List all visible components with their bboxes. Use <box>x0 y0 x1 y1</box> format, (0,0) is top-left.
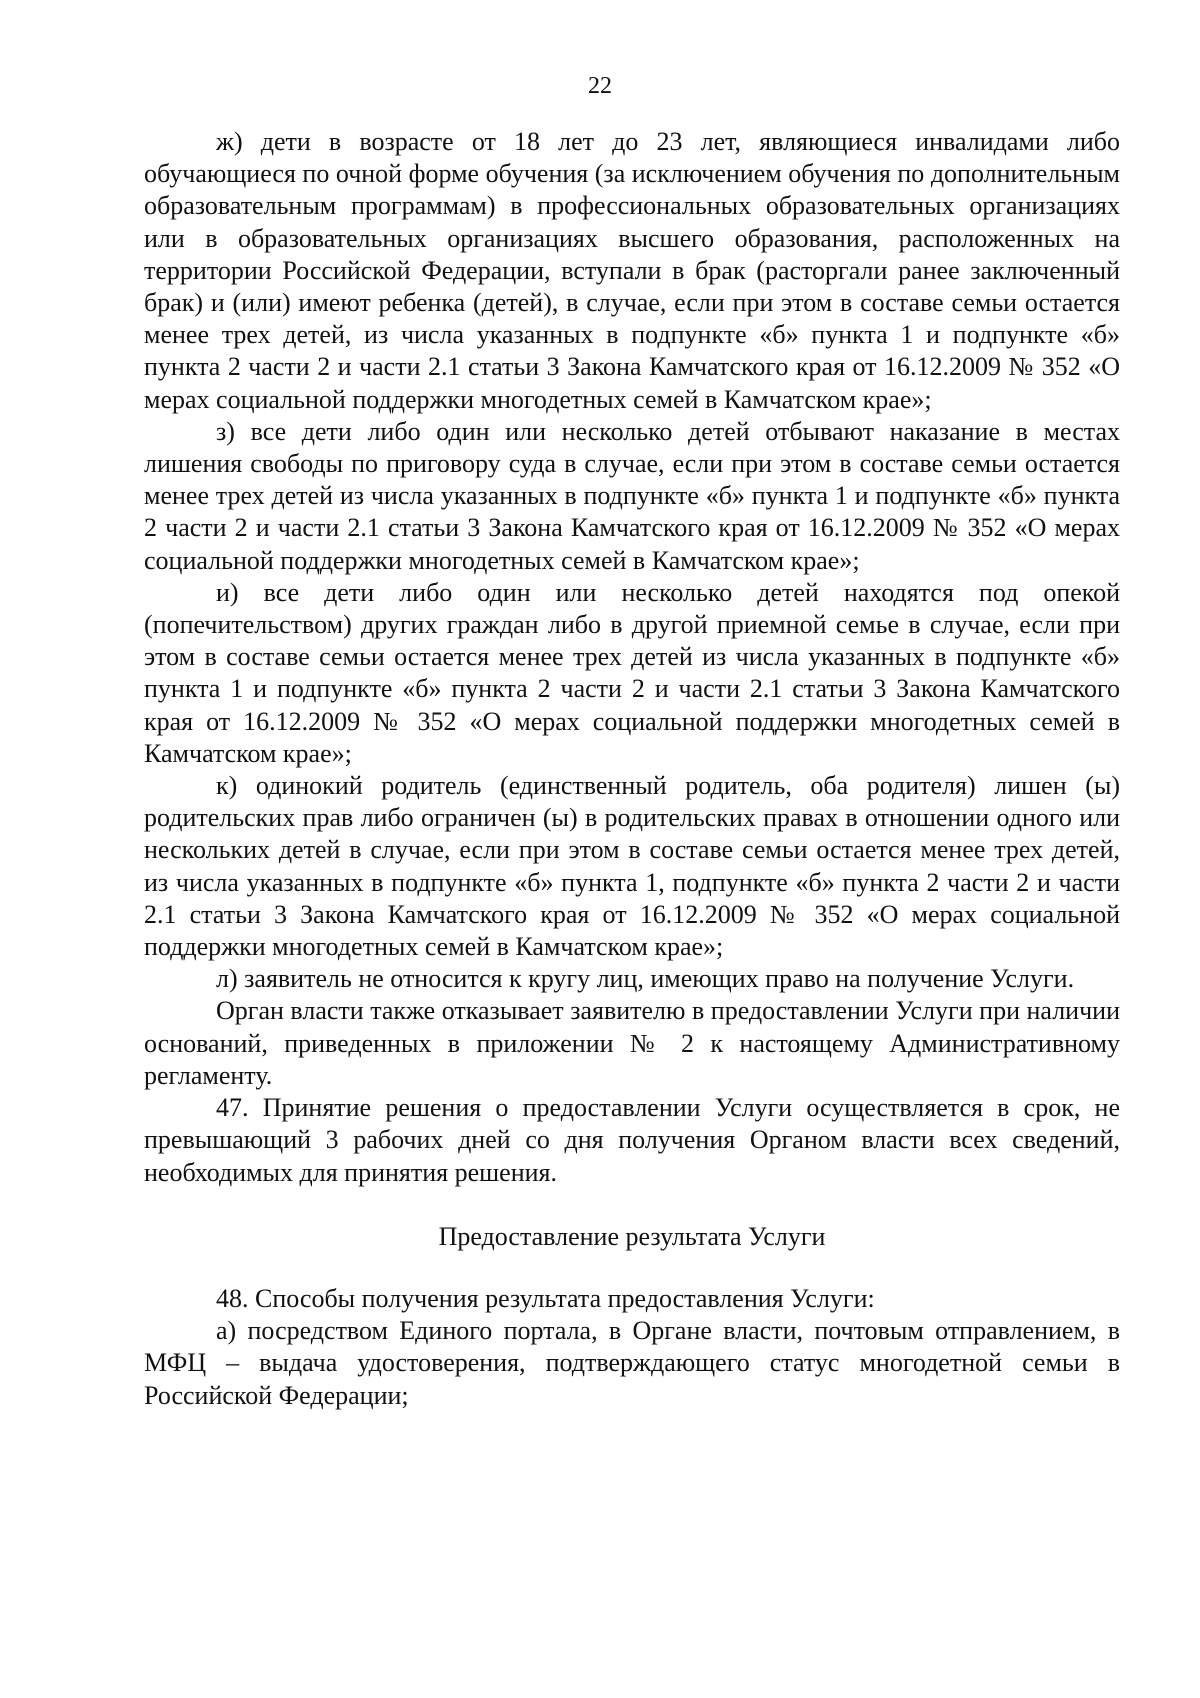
paragraph-48-a: а) посредством Единого портала, в Органе власти, почтовым отправлением, в МФЦ – выдача удостоверения, подтверждающего статус многодетной семьи в Российской Федерации; <box>144 1316 1120 1410</box>
paragraph-refusal: Орган власти также отказывает заявителю в предоставлении Услуги при наличии оснований, приведенных в приложении № 2 к настоящему Административному регламенту. <box>144 996 1120 1090</box>
paragraph-i: и) все дети либо один или несколько детей находятся под опекой (попечительством) других граждан либо в другой приемной семье в случае, если при этом в составе семьи остается менее трех детей из числа указанных в подпункте «б» пункта 1 и подпункте «б» пункта 2 части 2 и части 2.1 статьи 3 Закона Камчатского края от 16.12.2009 № 352 «О мерах социальной поддержки многодетных семей в Камчатском крае»; <box>144 577 1120 768</box>
paragraph-zh: ж) дети в возрасте от 18 лет до 23 лет, являющиеся инвалидами либо обучающиеся по очной форме обучения (за исключением обучения по дополнительным образовательным программам) в профессиональных образовательных организациях или в образовательных организациях высшего образования, расположенных на территории Российской Федерации, вступали в брак (расторгали ранее заключенный брак) и (или) имеют ребенка (детей), в случае, если при этом в составе семьи остается менее трех детей, из числа указанных в подпункте «б» пункта 1 и подпункте «б» пункта 2 части 2 и части 2.1 статьи 3 Закона Камчатского края от 16.12.2009 № 352 «О мерах социальной поддержки многодетных семей в Камчатском крае»; <box>144 127 1120 414</box>
paragraph-k: к) одинокий родитель (единственный родитель, оба родителя) лишен (ы) родительских прав либо ограничен (ы) в родительских правах в отношении одного или нескольких детей в случае, если при этом в составе семьи остается менее трех детей, из числа указанных в подпункте «б» пункта 1, подпункте «б» пункта 2 части 2 и части 2.1 статьи 3 Закона Камчатского края от 16.12.2009 № 352 «О мерах социальной поддержки многодетных семей в Камчатском крае»; <box>144 771 1120 962</box>
paragraph-47: 47. Принятие решения о предоставлении Услуги осуществляется в срок, не превышающий 3 рабочих дней со дня получения Органом власти всех сведений, необходимых для принятия решения. <box>144 1093 1120 1187</box>
section-heading: Предоставление результата Услуги <box>438 1221 826 1251</box>
page-number: 22 <box>588 73 612 99</box>
paragraph-z: з) все дети либо один или несколько детей отбывают наказание в местах лишения свободы по приговору суда в случае, если при этом в составе семьи остается менее трех детей из числа указанных в подпункте «б» пункта 1 и подпункте «б» пункта 2 части 2 и части 2.1 статьи 3 Закона Камчатского края от 16.12.2009 № 352 «О мерах социальной поддержки многодетных семей в Камчатском крае»; <box>144 416 1120 575</box>
paragraph-48: 48. Способы получения результата предоставления Услуги: <box>216 1283 875 1313</box>
paragraph-l: л) заявитель не относится к кругу лиц, имеющих право на получение Услуги. <box>216 964 1075 994</box>
document-body <box>144 126 1120 1412</box>
